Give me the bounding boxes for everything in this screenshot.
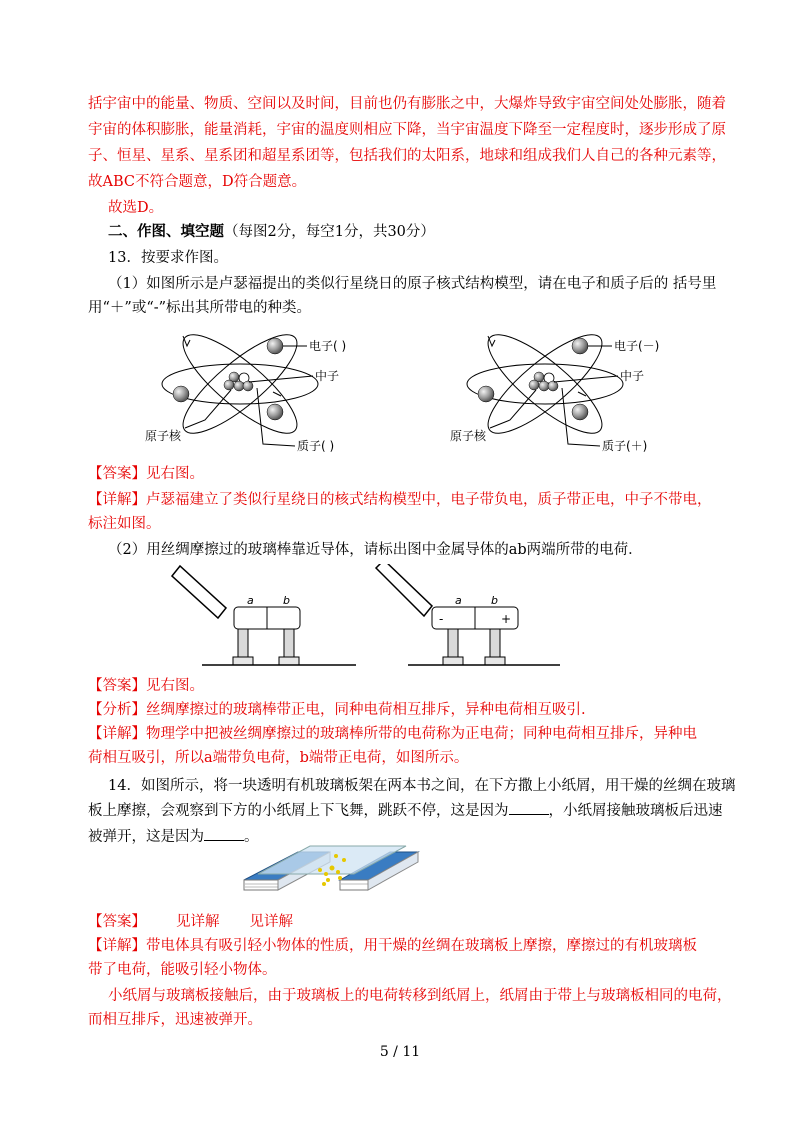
label-nucleus: 原子核 xyxy=(145,429,182,443)
answer-text: 见右图。 xyxy=(146,466,204,482)
end-a-label: a xyxy=(247,594,254,607)
detail-line-2: 荷相互吸引，所以a端带负电荷，b端带正电荷，如图所示。 xyxy=(88,750,469,766)
conductor-diagram-labeled xyxy=(372,564,562,672)
section-score: （每图2分，每空1分，共30分） xyxy=(224,224,435,240)
label-neutron: 中子 xyxy=(315,369,340,383)
analysis-tag: 【分析】 xyxy=(88,702,146,718)
detail-tag: 【详解】 xyxy=(88,726,146,742)
answer-tag: 【答案】 xyxy=(88,914,146,930)
q14-text: 。 xyxy=(244,829,259,845)
answer-line xyxy=(88,464,204,484)
detail-line-3: 小纸屑与玻璃板接触后，由于玻璃板上的电荷转移到纸屑上，纸屑由于带上与玻璃板相同的电荷， xyxy=(108,988,732,1004)
detail-line-2: 标注如图。 xyxy=(88,516,161,532)
q14-blank-1[interactable] xyxy=(509,800,549,815)
answer-blank-2: 见详解 xyxy=(249,914,293,930)
answer-line xyxy=(88,912,293,932)
answer-tag: 【答案】 xyxy=(88,466,146,482)
positive-charge-mark: + xyxy=(501,612,512,626)
q13-part1-line1: （1）如图所示是卢瑟福提出的类似行星绕日的原子核式结构模型，请在电子和质子后的 括号里 xyxy=(108,276,717,292)
q14-line1: 14．如图所示，将一块透明有机玻璃板架在两本书之间，在下方撒上小纸屑，用干燥的丝绸在玻璃 xyxy=(108,778,736,794)
q14-text: 被弹开，这是因为 xyxy=(88,829,204,845)
q14-blank-2[interactable] xyxy=(204,826,244,841)
label-proton: 质子( ) xyxy=(297,439,335,453)
explanation-line: 括宇宙中的能量、物质、空间以及时间，目前也仍有膨胀之中，大爆炸导致宇宙空间处处膨胀，随着 xyxy=(88,96,726,112)
end-b-label: b xyxy=(491,594,498,607)
label-nucleus: 原子核 xyxy=(450,429,487,443)
negative-charge-mark: - xyxy=(439,612,444,626)
conductor-diagram-unlabeled xyxy=(168,564,358,672)
page-number: 5 / 11 xyxy=(379,1044,421,1060)
analysis-line xyxy=(88,700,586,720)
glass-plate-books-illustration xyxy=(240,844,420,904)
label-electron: 电子( ) xyxy=(309,339,347,353)
detail-line-2: 带了电荷，能吸引轻小物体。 xyxy=(88,962,277,978)
label-proton-answer: 质子(＋) xyxy=(602,439,648,453)
label-neutron: 中子 xyxy=(620,369,645,383)
q13-stem: 13．按要求作图。 xyxy=(108,250,228,266)
detail-text: 物理学中把被丝绸摩擦过的玻璃棒所带的电荷称为正电荷；同种电荷相互排斥，异种电 xyxy=(146,726,697,742)
explanation-line: 故ABC不符合题意，D符合题意。 xyxy=(88,174,307,190)
answer-blank-1: 见详解 xyxy=(176,914,220,930)
detail-text: 卢瑟福建立了类似行星绕日的核式结构模型中，电子带负电，质子带正电，中子不带电， xyxy=(146,492,712,508)
end-b-label: b xyxy=(283,594,290,607)
q14-line2 xyxy=(88,800,723,821)
choice-line: 故选D。 xyxy=(108,200,164,216)
explanation-line: 子、恒星、星系、星系团和超星系团等，包括我们的太阳系，地球和组成我们人自己的各种元素等， xyxy=(88,148,726,164)
q13-part2-line: （2）用丝绸摩擦过的玻璃棒靠近导体，请标出图中金属导体的ab两端所带的电荷． xyxy=(108,542,643,558)
end-a-label: a xyxy=(455,594,462,607)
q14-line3 xyxy=(88,826,259,847)
answer-tag: 【答案】 xyxy=(88,678,146,694)
analysis-text: 丝绸摩擦过的玻璃棒带正电，同种电荷相互排斥，异种电荷相互吸引. xyxy=(146,702,586,718)
detail-tag: 【详解】 xyxy=(88,938,146,954)
atom-model-diagram-unlabeled xyxy=(145,322,375,462)
explanation-line: 宇宙的体积膨胀，能量消耗，宇宙的温度则相应下降，当宇宙温度下降至一定程度时，逐步形成了原 xyxy=(88,122,726,138)
detail-line-4: 而相互排斥，迅速被弹开。 xyxy=(88,1012,262,1028)
q14-text: ，小纸屑接触玻璃板后迅速 xyxy=(548,803,723,819)
answer-line xyxy=(88,676,204,696)
atom-model-diagram-labeled xyxy=(450,322,680,462)
q14-text: 板上摩擦，会观察到下方的小纸屑上下飞舞，跳跃不停，这是因为 xyxy=(88,803,509,819)
label-electron-answer: 电子(－) xyxy=(614,339,660,353)
detail-tag: 【详解】 xyxy=(88,492,146,508)
answer-text: 见右图。 xyxy=(146,678,204,694)
q13-part1-line2: 用“＋”或“-”标出其所带电的种类。 xyxy=(88,300,312,316)
section-title: 二、作图、填空题 xyxy=(108,223,224,240)
section-header xyxy=(108,222,435,242)
detail-text: 带电体具有吸引轻小物体的性质，用干燥的丝绸在玻璃板上摩擦，摩擦过的有机玻璃板 xyxy=(146,938,697,954)
detail-line xyxy=(88,936,697,956)
detail-line xyxy=(88,724,697,744)
detail-line xyxy=(88,490,712,510)
